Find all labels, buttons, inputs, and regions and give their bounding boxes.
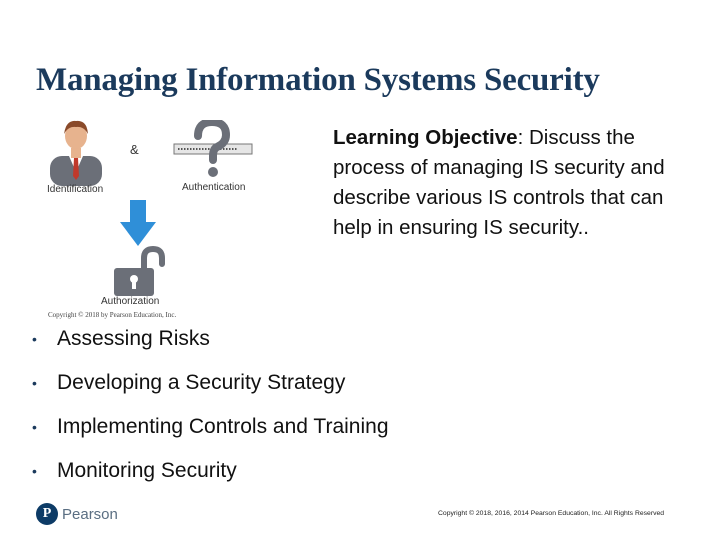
pearson-logo-icon: P — [36, 503, 58, 525]
list-item — [30, 322, 389, 366]
authentication-label: Authentication — [182, 182, 246, 193]
objective-lead: Learning Objective — [333, 126, 518, 149]
authorization-label: Authorization — [101, 296, 160, 307]
security-process-figure — [40, 112, 280, 324]
list-item-text: Assessing Risks — [57, 327, 210, 350]
unlocked-padlock-icon — [110, 246, 172, 298]
objective-text: : Discuss the process of managing IS security and describe various IS controls that can help in ensuring IS security.. — [333, 126, 665, 239]
password-question-icon — [172, 120, 254, 182]
bullet-icon: • — [32, 419, 37, 435]
pearson-logo-text: Pearson — [62, 505, 118, 523]
topic-list — [30, 322, 389, 498]
bullet-icon: • — [32, 463, 37, 479]
list-item — [30, 410, 389, 454]
list-item — [30, 454, 389, 498]
list-item-text: Developing a Security Strategy — [57, 371, 346, 394]
down-arrow-icon — [120, 200, 156, 246]
list-item-text: Monitoring Security — [57, 459, 237, 482]
ampersand: & — [130, 142, 139, 157]
figure-copyright: Copyright © 2018 by Pearson Education, Inc. — [48, 311, 177, 319]
list-item — [30, 366, 389, 410]
bullet-icon: • — [32, 331, 37, 347]
identification-label: Identification — [47, 184, 104, 195]
slide-title: Managing Information Systems Security — [36, 62, 600, 98]
learning-objective — [333, 123, 683, 243]
bullet-icon: • — [32, 375, 37, 391]
list-item-text: Implementing Controls and Training — [57, 415, 389, 438]
footer-copyright: Copyright © 2018, 2016, 2014 Pearson Education, Inc. All Rights Reserved — [438, 510, 665, 517]
person-icon — [44, 116, 108, 186]
pearson-logo — [36, 502, 118, 526]
